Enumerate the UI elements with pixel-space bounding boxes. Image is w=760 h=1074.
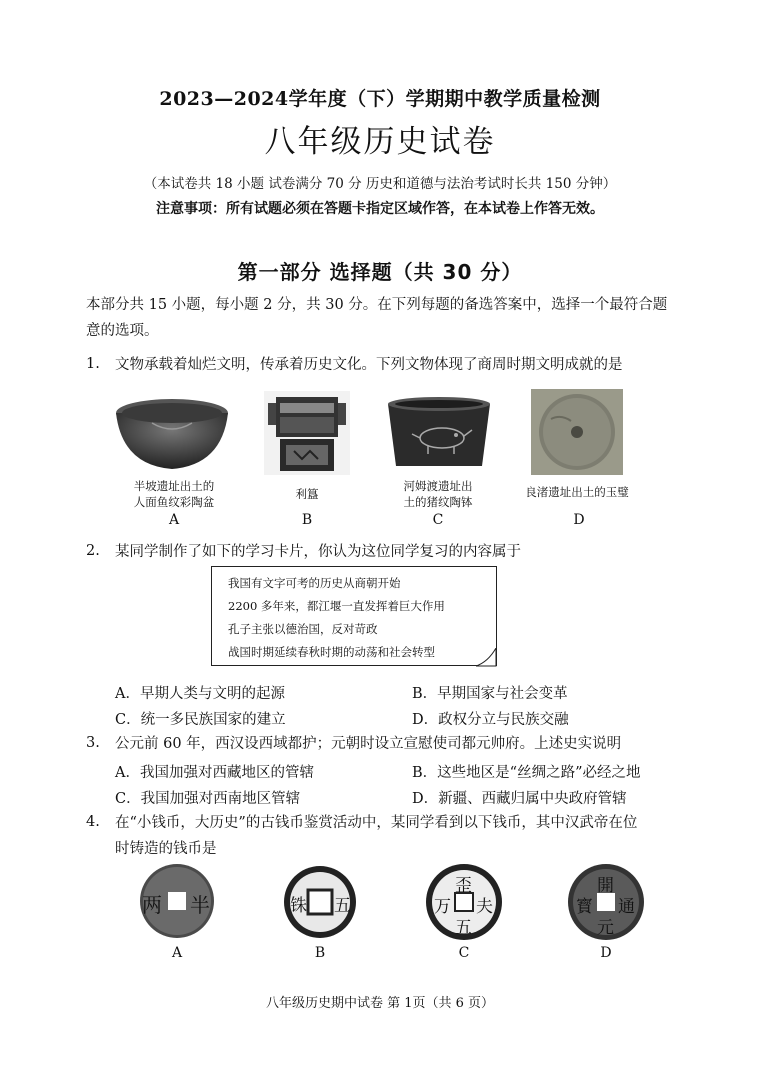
coin-c-top-char: 歪	[455, 876, 472, 896]
q3-text: 公元前 60 年，西汉设西域都护；元朝时设立宣慰使司都元帅府。上述史实说明	[115, 736, 622, 752]
q1-option-a-caption2: 人面鱼纹彩陶盆	[133, 495, 215, 509]
q1-option-a-caption1: 半坡遗址出土的	[133, 479, 215, 493]
q3-option-a[interactable]: A．我国加强对西藏地区的管辖	[115, 765, 314, 781]
exam-meta: （本试卷共 18 小题 试卷满分 70 分 历史和道德与法治考试时长共 150 分钟）	[143, 176, 617, 192]
section-intro-line2: 意的选项。	[86, 323, 159, 339]
exam-title-line2: 八年级历史试卷	[264, 124, 496, 160]
coin-c-left-char: 万	[434, 897, 451, 917]
q1-option-d-letter[interactable]: D	[573, 512, 585, 528]
exam-notice: 注意事项：所有试题必须在答题卡指定区域作答，在本试卷上作答无效。	[156, 201, 604, 217]
q3-option-b[interactable]: B．这些地区是“丝绸之路”必经之地	[412, 765, 641, 781]
q4-option-a-letter[interactable]: A	[171, 945, 183, 961]
q1-text: 文物承载着灿烂文明，传承着历史文化。下列文物体现了商周时期文明成就的是	[115, 357, 623, 373]
q4-option-d-letter[interactable]: D	[600, 945, 612, 961]
q4-number: 4.	[86, 814, 100, 830]
coin-c-bottom-char: 五	[455, 918, 472, 938]
study-card	[211, 566, 497, 666]
page-footer: 八年级历史期中试卷 第 1页（共 6 页）	[265, 996, 495, 1011]
coin-d-kaiyuan	[566, 862, 646, 942]
pig-pattern-bowl-image	[384, 396, 494, 472]
q3-option-d[interactable]: D．新疆、西藏归属中央政府管辖	[412, 791, 627, 807]
li-gui-bronze-image	[264, 391, 350, 475]
q3-option-c[interactable]: C．我国加强对西南地区管辖	[115, 791, 301, 807]
q4-option-c-letter[interactable]: C	[458, 945, 470, 961]
coin-d-right-char: 通	[618, 897, 635, 917]
q3-number: 3.	[86, 735, 100, 751]
coin-d-left-char: 寳	[576, 897, 593, 917]
q1-option-b-letter[interactable]: B	[301, 512, 313, 528]
coin-a-banliang	[138, 862, 216, 940]
q2-option-b[interactable]: B．早期国家与社会变革	[412, 686, 568, 702]
section-title: 第一部分 选择题（共 30 分）	[237, 260, 523, 284]
study-card-line: 我国有文字可考的历史从商朝开始	[228, 576, 401, 590]
coin-b-wuzhu	[282, 864, 358, 940]
q4-option-b-letter[interactable]: B	[314, 945, 326, 961]
coin-a-left-char: 两	[142, 893, 162, 917]
q1-option-c-caption2: 土的猪纹陶钵	[403, 495, 473, 509]
jade-bi-disc-image	[531, 389, 623, 475]
study-card-line: 2200 多年来，都江堰一直发挥着巨大作用	[228, 599, 445, 613]
coin-a-right-char: 半	[190, 893, 210, 917]
pottery-basin-image	[112, 393, 232, 473]
study-card-line: 孔子主张以德治国，反对苛政	[228, 622, 378, 636]
q4-text-line1: 在“小钱币，大历史”的古钱币鉴赏活动中，某同学看到以下钱币，其中汉武帝在位	[115, 815, 638, 831]
q1-option-a-letter[interactable]: A	[168, 512, 180, 528]
q1-option-c-caption1: 河姆渡遗址出	[403, 479, 473, 493]
section-intro-line1: 本部分共 15 小题，每小题 2 分，共 30 分。在下列每题的备选答案中，选择一个最符合题	[86, 297, 668, 313]
coin-b-right-char: 五	[334, 896, 351, 916]
q2-text: 某同学制作了如下的学习卡片，你认为这位同学复习的内容属于	[115, 544, 521, 560]
coin-b-left-char: 铢	[290, 896, 307, 916]
coin-d-top-char: 開	[597, 876, 614, 896]
q1-option-b-caption1: 利簋	[295, 487, 319, 501]
study-card-line: 战国时期延续春秋时期的动荡和社会转型	[228, 645, 435, 659]
q1-option-d-caption1: 良渚遗址出土的玉璧	[525, 485, 629, 499]
coin-c-daquan	[424, 862, 504, 942]
exam-title-line1: 2023—2024学年度（下）学期期中教学质量检测	[159, 88, 601, 110]
q4-text-line2: 时铸造的钱币是	[115, 841, 217, 857]
q1-option-c-letter[interactable]: C	[432, 512, 444, 528]
q2-option-d[interactable]: D．政权分立与民族交融	[412, 712, 569, 728]
q1-number: 1.	[86, 356, 100, 372]
coin-c-right-char: 夫	[476, 897, 493, 917]
q2-number: 2.	[86, 543, 100, 559]
card-curl-icon	[476, 648, 498, 668]
q2-option-a[interactable]: A．早期人类与文明的起源	[115, 686, 285, 702]
q2-option-c[interactable]: C．统一多民族国家的建立	[115, 712, 286, 728]
coin-d-bottom-char: 元	[597, 918, 614, 938]
